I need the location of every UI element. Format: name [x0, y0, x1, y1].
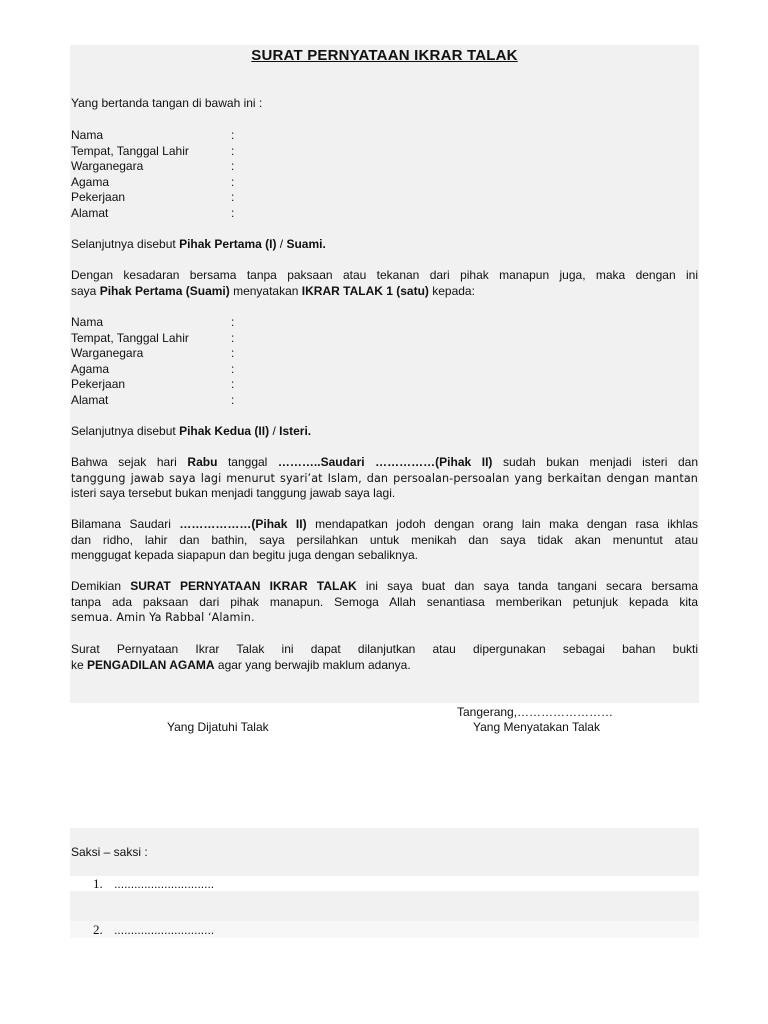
name-blank: ………………(Pihak II) [179, 517, 307, 531]
field-colon: : [231, 159, 235, 173]
party-1-label: Pihak Pertama (I) [179, 237, 277, 251]
field-label-warganegara: Warganegara [71, 346, 144, 360]
text-run: Bilamana Saudari [71, 517, 180, 531]
field-colon: : [231, 128, 235, 142]
witness-band-top [70, 828, 699, 876]
bilamana-line-2: dan ridho, lahir dan bathin, saya persilahkan untuk menikah dan saya tidak akan menuntut atau [71, 532, 698, 547]
bold-run: IKRAR TALAK 1 (satu) [301, 283, 429, 298]
party-2-designation [71, 424, 311, 439]
text-run: Demikian [71, 579, 131, 593]
text-run: Bahwa sejak hari [71, 455, 188, 469]
party-2-role: Isteri. [279, 424, 312, 438]
field-label-agama: Agama [71, 175, 110, 189]
witness-item [93, 876, 214, 892]
date-blank: ………. [277, 455, 318, 469]
text-run: mendapatkan jodoh dengan orang lain maka dengan rasa ikhlas [306, 517, 698, 531]
field-colon: : [231, 175, 235, 189]
demikian-line-3: semua. Amin Ya Rabbal ‘Alamin. [71, 611, 255, 625]
field-label-alamat: Alamat [71, 206, 109, 220]
party-1-separator: / [276, 237, 287, 251]
text-run: ini saya buat dan saya tanda tangani secara bersama [356, 579, 698, 593]
field-colon: : [231, 346, 235, 360]
bold-run: .Saudari [317, 455, 376, 469]
party-2-prefix: Selanjutnya disebut [71, 424, 180, 438]
signer-right-label: Yang Menyatakan Talak [473, 720, 600, 734]
paragraph-surat [71, 642, 698, 673]
field-label-pekerjaan: Pekerjaan [71, 377, 126, 391]
bold-run: Pihak Pertama (Suami) [99, 283, 230, 298]
intro-text: Yang bertanda tangan di bawah ini : [71, 96, 263, 110]
bold-run: PENGADILAN AGAMA [87, 657, 215, 672]
text-run: saya [71, 283, 100, 298]
bahwa-line-1 [71, 455, 698, 471]
bilamana-line-3: menggugat kepada siapapun dan begitu juga dengan sebaliknya. [71, 548, 418, 563]
witness-item [93, 922, 214, 938]
witness-number: 2. [93, 922, 103, 937]
surat-line-1: Surat Pernyataan Ikrar Talak ini dapat dilanjutkan atau dipergunakan sebagai bahan bukti [71, 642, 698, 656]
text-run: ke [71, 657, 88, 672]
field-label-ttl: Tempat, Tanggal Lahir [71, 331, 189, 345]
bold-run: Rabu [187, 455, 218, 469]
bold-run: SURAT PERNYATAAN IKRAR TALAK [130, 579, 357, 593]
bilamana-line-1 [71, 517, 698, 533]
text-run: agar yang berwajib maklum adanya. [214, 657, 411, 672]
text-run: kepada: [428, 283, 475, 298]
field-colon: : [231, 377, 235, 391]
document-title: SURAT PERNYATAAN IKRAR TALAK [251, 47, 518, 64]
field-label-alamat: Alamat [71, 393, 109, 407]
party-2-separator: / [269, 424, 280, 438]
declaration-paragraph [71, 268, 698, 299]
paragraph-demikian [71, 579, 698, 626]
bahwa-line-3: isteri saya tersebut bukan menjadi tanggung jawab saya lagi. [71, 486, 396, 501]
declaration-line-2 [71, 284, 698, 300]
field-label-agama: Agama [71, 362, 110, 376]
name-blank: ……………(Pihak II) [375, 455, 493, 469]
field-colon: : [231, 144, 235, 158]
party-1-designation [71, 237, 326, 252]
witness-blank: .............................. [114, 923, 215, 937]
field-label-nama: Nama [71, 128, 104, 142]
witness-band-middle [70, 891, 699, 921]
field-colon: : [231, 206, 235, 220]
field-colon: : [231, 362, 235, 376]
field-colon: : [231, 190, 235, 204]
bahwa-line-2: tanggung jawab saya lagi menurut syari’at Islam, dan persoalan-persoalan yang berkaitan dengan mantan [71, 471, 698, 485]
field-colon: : [231, 331, 235, 345]
field-label-nama: Nama [71, 315, 104, 329]
place-date: Tangerang,…………………… [457, 705, 614, 719]
field-label-pekerjaan: Pekerjaan [71, 190, 126, 204]
witness-blank: .............................. [114, 877, 215, 891]
paragraph-bahwa [71, 455, 698, 502]
party-1-role: Suami. [286, 237, 326, 251]
surat-line-2 [71, 658, 698, 674]
paragraph-bilamana [71, 517, 698, 564]
text-run: sudah bukan menjadi isteri dan [492, 455, 699, 469]
demikian-line-2: tanpa ada paksaan dari pihak manapun. Semoga Allah senantiasa memberikan petunjuk kepada kita [71, 594, 698, 609]
field-colon: : [231, 315, 235, 329]
text-run: menyatakan [229, 283, 302, 298]
witness-number: 1. [93, 876, 103, 891]
witness-title: Saksi – saksi : [71, 845, 148, 859]
text-run: tanggal [217, 455, 278, 469]
field-label-ttl: Tempat, Tanggal Lahir [71, 144, 189, 158]
party-2-label: Pihak Kedua (II) [179, 424, 270, 438]
field-label-warganegara: Warganegara [71, 159, 144, 173]
signer-left-label: Yang Dijatuhi Talak [167, 720, 269, 734]
demikian-line-1 [71, 579, 698, 595]
field-colon: : [231, 393, 235, 407]
party-1-prefix: Selanjutnya disebut [71, 237, 180, 251]
declaration-line-1: Dengan kesadaran bersama tanpa paksaan atau tekanan dari pihak manapun juga, maka dengan ini [71, 268, 698, 282]
